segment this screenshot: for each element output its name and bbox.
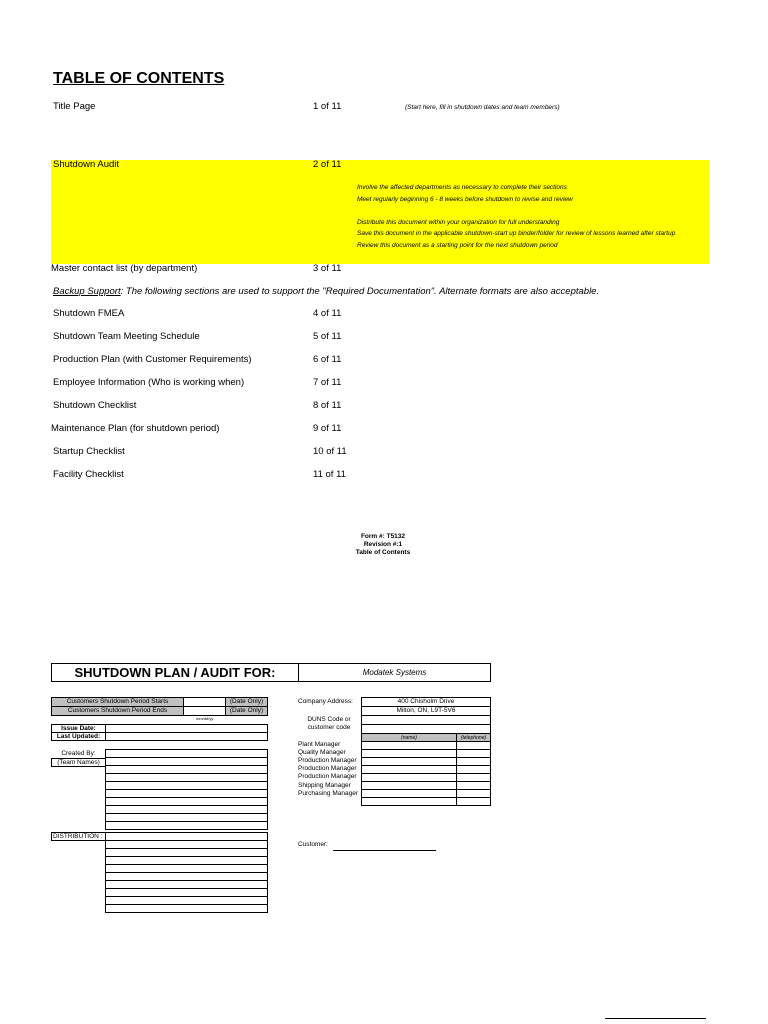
name-column-header: (name) <box>361 733 457 742</box>
duns-label-line: customer code <box>307 724 351 731</box>
issue-date-label: Issue Date: <box>51 724 106 733</box>
toc-row-label: Master contact list (by department) <box>51 263 198 274</box>
audit-note: Involve the affected departments as necessary to complete their sections <box>357 184 567 191</box>
company-address-label: Company Address: <box>298 698 353 705</box>
team-name-field[interactable] <box>105 821 268 830</box>
customer-label: Customer: <box>298 841 328 848</box>
revision-number: Revision #:1 <box>363 541 403 548</box>
role-label: Production Manager <box>298 765 357 772</box>
created-by-label: Created By: <box>61 750 96 757</box>
distribution-field[interactable] <box>105 904 268 913</box>
form-number: Form #: T5132 <box>360 533 406 540</box>
distribution-label: DISTRIBUTION : <box>51 832 106 841</box>
backup-support-description: : The following sections are used to support the "Required Documentation". Alternate formats are also acceptable. <box>120 286 600 297</box>
phone-column-header: (telephone) <box>456 733 491 742</box>
toc-row-label: Maintenance Plan (for shutdown period) <box>51 423 220 434</box>
last-updated-field[interactable] <box>105 732 268 741</box>
audit-note: Save this document in the applicable shutdown-start up binder/folder for review of lessons learned after startup <box>357 230 676 237</box>
audit-note: Review this document as a starting point for the next shutdown period <box>357 242 558 249</box>
role-label: Production Manager <box>298 757 357 764</box>
team-names-label: (Team Names) <box>51 758 106 767</box>
role-label: Production Manager <box>298 773 357 780</box>
toc-row-page: 5 of 11 <box>313 331 342 342</box>
backup-support-text <box>53 286 599 297</box>
contact-field[interactable] <box>361 797 457 806</box>
toc-row-label: Startup Checklist <box>53 446 125 457</box>
backup-support-label: Backup Support <box>53 286 121 297</box>
toc-row-label: Title Page <box>53 101 96 112</box>
duns-label <box>298 716 360 732</box>
toc-row-page: 9 of 11 <box>313 423 342 434</box>
toc-row-label: Shutdown Checklist <box>53 400 137 411</box>
period-end-label: Customers Shutdown Period Ends <box>51 706 184 716</box>
address-line-1: 400 Chisholm Drive <box>361 697 491 707</box>
company-name: Modatek Systems <box>298 663 491 682</box>
toc-row-label: Shutdown Audit <box>53 159 120 170</box>
toc-row-page: 6 of 11 <box>313 354 342 365</box>
date-format-note: mm/dd/yy <box>196 716 214 721</box>
toc-row-page: 11 of 11 <box>313 469 346 480</box>
audit-note: Distribute this document within your organization for full understanding <box>357 219 560 226</box>
toc-row-label: Employee Information (Who is working when) <box>53 377 245 388</box>
audit-note: Meet regularly beginning 6 - 8 weeks before shutdown to revise and review <box>357 196 573 203</box>
document-title: Table of Contents <box>355 549 411 556</box>
toc-row-page: 2 of 11 <box>313 159 342 170</box>
role-label: Purchasing Manager <box>298 790 358 797</box>
toc-row-label: Facility Checklist <box>53 469 124 480</box>
toc-row-page: 10 of 11 <box>313 446 347 457</box>
date-only-note: (Date Only) <box>225 697 268 707</box>
customer-field[interactable] <box>333 850 436 851</box>
title-page-note: (Start here, fill in shutdown dates and team members) <box>405 104 560 111</box>
signature-line <box>605 1018 706 1019</box>
address-line-2: Milton, ON, L9T-5V6 <box>361 706 491 716</box>
toc-row-page: 7 of 11 <box>313 377 342 388</box>
toc-row-label: Shutdown Team Meeting Schedule <box>53 331 200 342</box>
role-label: Quality Manager <box>298 749 346 756</box>
toc-row-page: 4 of 11 <box>313 308 342 319</box>
toc-row-page: 8 of 11 <box>313 400 342 411</box>
plan-title: SHUTDOWN PLAN / AUDIT FOR: <box>51 663 299 682</box>
role-label: Shipping Manager <box>298 782 351 789</box>
role-label: Plant Manager <box>298 741 341 748</box>
duns-label-line: DUNS Code or <box>307 716 351 723</box>
date-only-note: (Date Only) <box>225 706 268 716</box>
last-updated-label: Last Updated: <box>51 732 106 741</box>
page-title: TABLE OF CONTENTS <box>53 70 225 87</box>
toc-row-label: Shutdown FMEA <box>53 308 125 319</box>
toc-row-label: Production Plan (with Customer Requirements) <box>53 354 252 365</box>
period-start-label: Customers Shutdown Period Starts <box>51 697 184 707</box>
form-info <box>340 533 426 557</box>
contact-field[interactable] <box>456 797 491 806</box>
toc-row-page: 3 of 11 <box>313 263 342 274</box>
toc-row-page: 1 of 11 <box>313 101 342 112</box>
